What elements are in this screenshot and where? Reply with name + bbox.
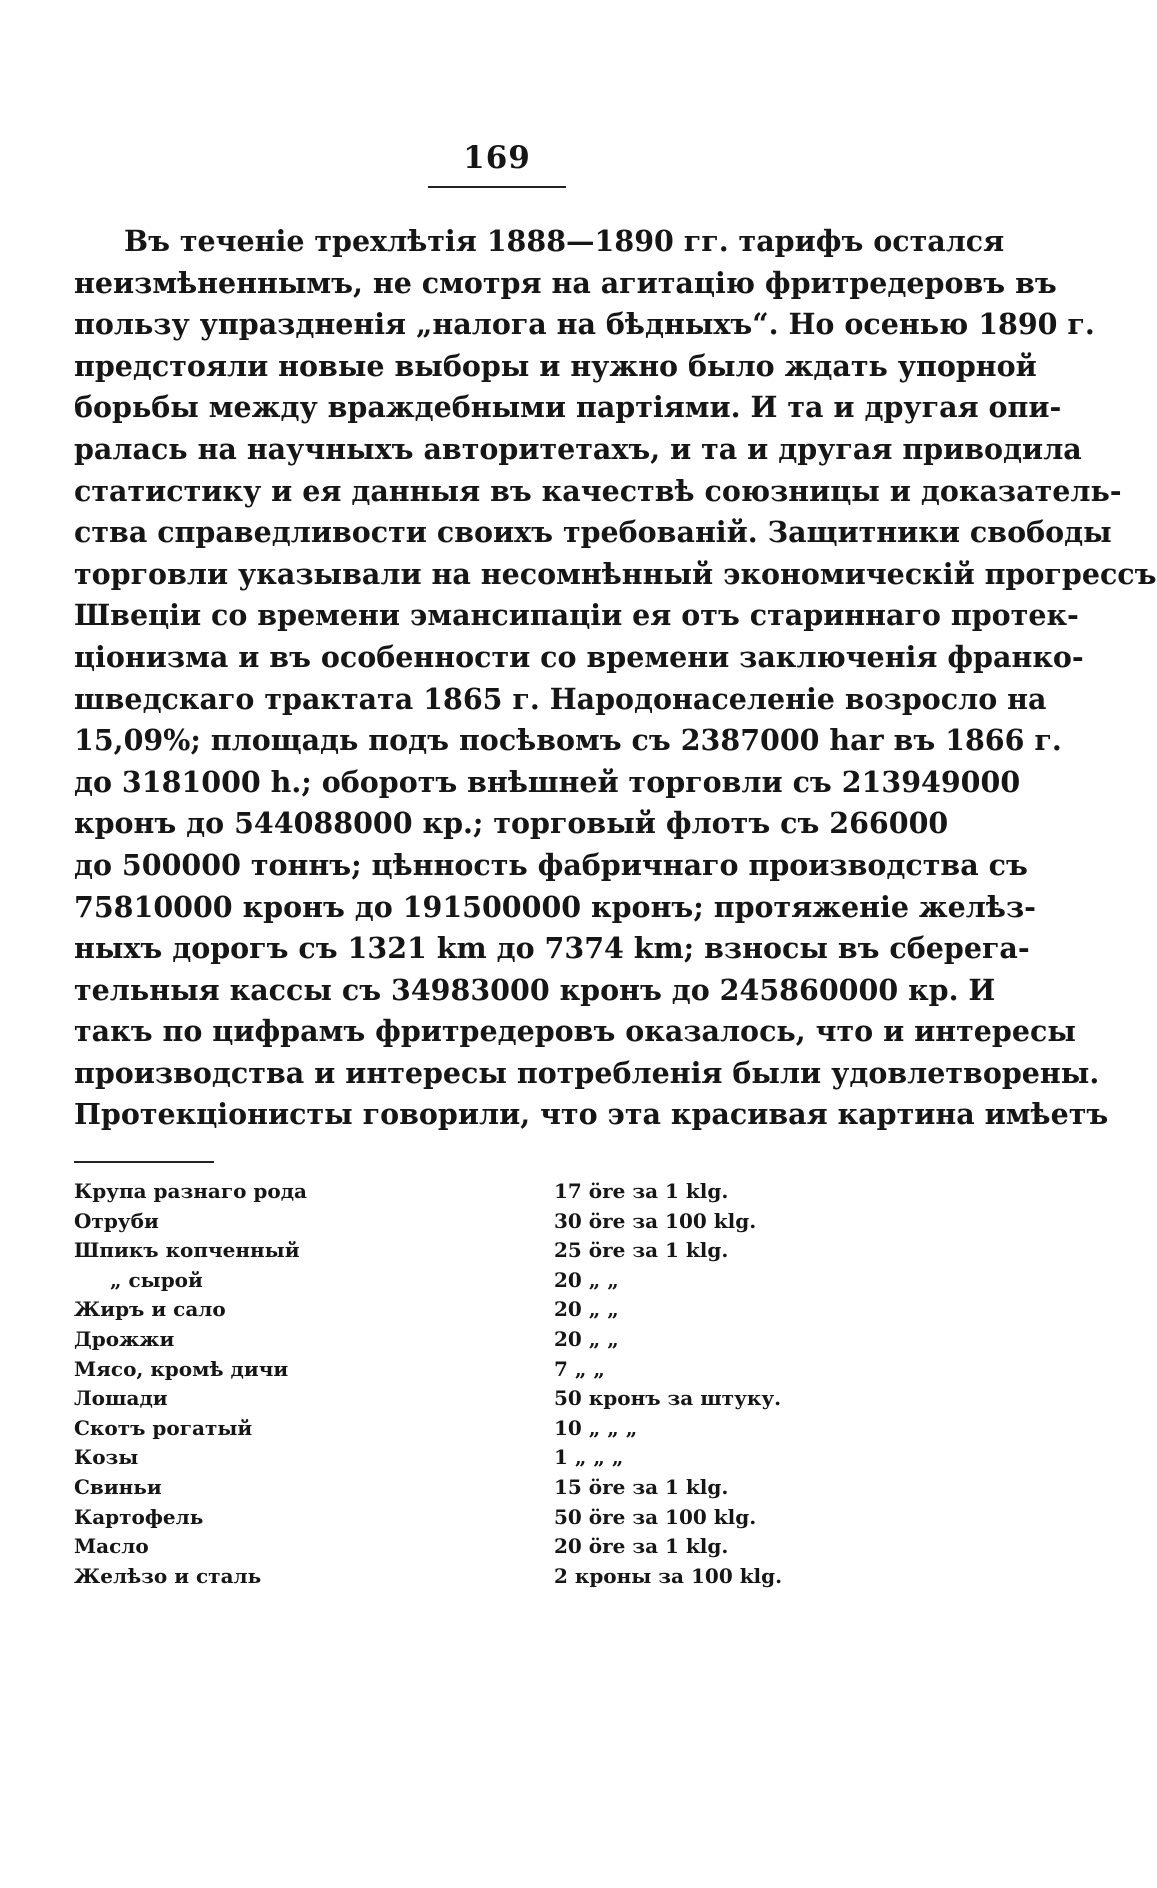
- paragraph-line: ціонизма и въ особенности со времени заключенія франко-: [74, 639, 1084, 674]
- goods-name: Шпикъ копченный: [74, 1238, 300, 1263]
- tariff-footnote-table: [74, 1177, 834, 1591]
- paragraph-line: Въ теченіе трехлѣтія 1888—1890 гг. тарифъ остался: [124, 224, 1005, 258]
- table-row: [74, 1207, 834, 1237]
- goods-name: Желѣзо и сталь: [74, 1563, 262, 1588]
- goods-name: Козы: [74, 1445, 139, 1470]
- goods-name: Масло: [74, 1534, 149, 1559]
- goods-name: Жиръ и сало: [74, 1297, 226, 1322]
- tariff-rate: 50 öre за 100 klg.: [554, 1504, 757, 1529]
- paragraph-line: ныхъ дорогъ съ 1321 km до 7374 km; взносы въ сберега-: [74, 931, 1030, 966]
- goods-name: Картофель: [74, 1504, 204, 1529]
- tariff-rate: 17 öre за 1 klg.: [554, 1179, 729, 1203]
- goods-name: Отруби: [74, 1208, 159, 1233]
- table-row: [74, 1355, 834, 1385]
- tariff-rate: 20 „ „: [554, 1297, 619, 1322]
- paragraph-line: пользу упраздненія „налога на бѣдныхъ“. Но осенью 1890 г.: [74, 307, 1095, 342]
- paragraph-line: до 3181000 h.; оборотъ внѣшней торговли съ 213949000: [74, 764, 1021, 799]
- table-row: [74, 1503, 834, 1533]
- tariff-rate: 25 öre за 1 klg.: [554, 1238, 729, 1263]
- table-row: [74, 1177, 834, 1207]
- goods-name: Крупа разнаго рода: [74, 1179, 308, 1203]
- paragraph-line: ралась на научныхъ авторитетахъ, и та и другая приводила: [74, 431, 1082, 466]
- table-row: [74, 1266, 834, 1296]
- paragraph-line: тельныя кассы съ 34983000 кронъ до 245860000 кр. И: [74, 972, 996, 1007]
- tariff-rate: 50 кронъ за штуку.: [554, 1386, 782, 1411]
- main-paragraph: [74, 221, 1157, 1136]
- table-row: [74, 1384, 834, 1414]
- paragraph-line: неизмѣненнымъ, не смотря на агитацію фритредеровъ въ: [74, 265, 1057, 300]
- paragraph-line: торговли указывали на несомнѣнный экономическій прогрессъ: [74, 556, 1157, 591]
- table-row: [74, 1325, 834, 1355]
- table-row: [74, 1236, 834, 1266]
- table-row: [74, 1414, 834, 1444]
- tariff-rate: 15 öre за 1 klg.: [554, 1474, 729, 1499]
- tariff-rate: 20 „ „: [554, 1326, 619, 1351]
- paragraph-line: 75810000 кронъ до 191500000 кронъ; протяженіе желѣз-: [74, 889, 1036, 924]
- paragraph-line: борьбы между враждебными партіями. И та и другая опи-: [74, 390, 1062, 425]
- tariff-rate: 20 „ „: [554, 1267, 619, 1292]
- paragraph-line: предстояли новые выборы и нужно было ждать упорной: [74, 348, 1037, 383]
- table-row: [74, 1295, 834, 1325]
- goods-name: Скотъ рогатый: [74, 1415, 253, 1440]
- footnote-divider: [74, 1161, 214, 1163]
- tariff-rate: 30 öre за 100 klg.: [554, 1208, 757, 1233]
- paragraph-line: Швеціи со времени эмансипаціи ея отъ стариннаго протек-: [74, 598, 1079, 633]
- paragraph-line: до 500000 тоннъ; цѣнность фабричнаго производства съ: [74, 847, 1028, 882]
- tariff-rate: 10 „ „ „: [554, 1415, 638, 1440]
- goods-name: Мясо, кромѣ дичи: [74, 1356, 289, 1381]
- tariff-rate: 1 „ „ „: [554, 1445, 624, 1470]
- paragraph-line: статистику и ея данныя въ качествѣ союзницы и доказатель-: [74, 473, 1122, 508]
- table-row: [74, 1473, 834, 1503]
- paragraph-line: шведскаго трактата 1865 г. Народонаселеніе возросло на: [74, 681, 1047, 716]
- goods-name: Свиньи: [74, 1474, 162, 1499]
- paragraph-line: ства справедливости своихъ требованій. Защитники свободы: [74, 515, 1112, 550]
- paragraph-line: такъ по цифрамъ фритредеровъ оказалось, что и интересы: [74, 1014, 1076, 1049]
- paragraph-line: производства и интересы потребленія были удовлетворены.: [74, 1055, 1100, 1090]
- goods-name: Лошади: [74, 1386, 168, 1411]
- paragraph-line: Протекціонисты говорили, что эта красивая картина имѣетъ: [74, 1097, 1109, 1132]
- tariff-rate: 20 öre за 1 klg.: [554, 1534, 729, 1559]
- goods-name: „ сырой: [110, 1267, 203, 1292]
- paragraph-line: 15,09%; площадь подъ посѣвомъ съ 2387000 har въ 1866 г.: [74, 723, 1062, 758]
- paragraph-line: кронъ до 544088000 кр.; торговый флотъ съ 266000: [74, 806, 949, 841]
- table-row: [74, 1532, 834, 1562]
- goods-name: Дрожжи: [74, 1326, 175, 1351]
- tariff-rate: 7 „ „: [554, 1356, 605, 1381]
- page-number: 169: [428, 140, 566, 188]
- table-row: [74, 1443, 834, 1473]
- tariff-rate: 2 кроны за 100 klg.: [554, 1563, 783, 1588]
- table-row: [74, 1562, 834, 1592]
